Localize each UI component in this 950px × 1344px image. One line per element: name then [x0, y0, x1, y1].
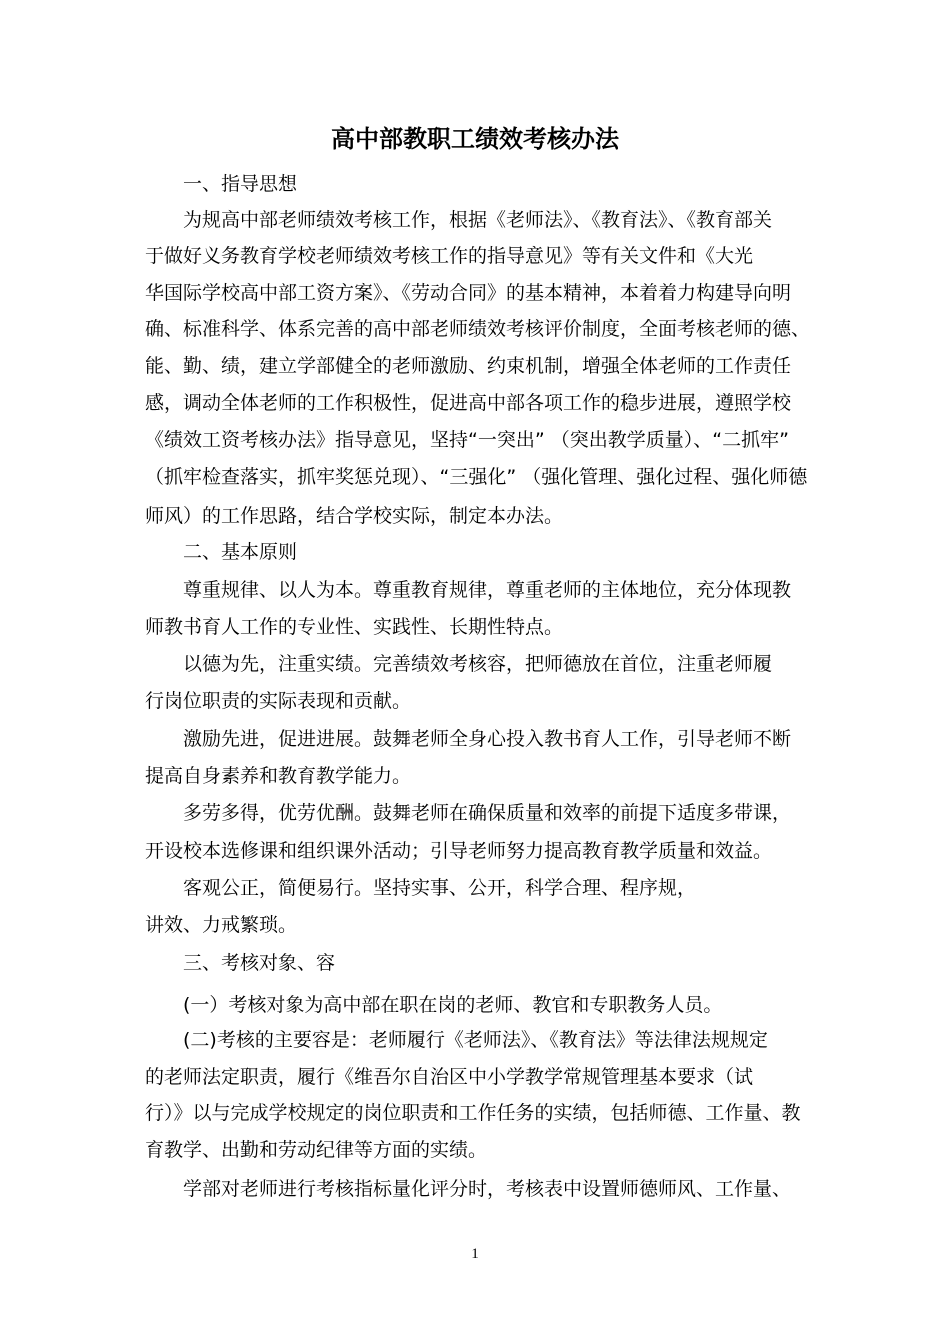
body-line: 学部对老师进行考核指标量化评分时，考核表中设置师德师风、工作量、 [183, 1178, 792, 1200]
page-number: 1 [471, 1246, 479, 1262]
body-line: 能、勤、绩，建立学部健全的老师激励、约束机制，增强全体老师的工作责任 [145, 355, 792, 377]
body-line: (二)考核的主要容是：老师履行《老师法》、《教育法》等法律法规规定 [183, 1029, 768, 1051]
body-line: 华国际学校高中部工资方案》、《劳动合同》的基本精神，本着着力构建导向明 [145, 282, 792, 304]
body-line: 《绩效工资考核办法》指导意见，坚持“一突出” （突出教学质量）、“二抓牢” [145, 429, 789, 451]
body-line: 提高自身素养和教育教学能力。 [145, 765, 412, 787]
body-line: 多劳多得，优劳优酬。鼓舞老师在确保质量和效率的前提下适度多带课， [183, 802, 792, 824]
document-title: 高中部教职工绩效考核办法 [331, 125, 619, 153]
body-line: 客观公正，简便易行。坚持实事、公开，科学合理、程序规， [183, 877, 697, 899]
body-line: 为规高中部老师绩效考核工作，根据《老师法》、《教育法》、《教育部关 [183, 209, 773, 231]
body-line: 师风）的工作思路，结合学校实际，制定本办法。 [145, 505, 564, 527]
body-line: 开设校本选修课和组织课外活动；引导老师努力提高教育教学质量和效益。 [145, 840, 773, 862]
body-line: （抓牢检查落实，抓牢奖惩兑现）、“三强化” （强化管理、强化过程、强化师德 [145, 466, 808, 488]
body-line: 确、标准科学、体系完善的高中部老师绩效考核评价制度，全面考核老师的德、 [145, 318, 811, 340]
heading-assessment-targets: 三、考核对象、容 [183, 952, 336, 974]
body-line: 行）》以与完成学校规定的岗位职责和工作任务的实绩，包括师德、工作量、教 [145, 1102, 801, 1124]
body-line: 于做好义务教育学校老师绩效考核工作的指导意见》等有关文件和《大光 [145, 245, 754, 267]
body-line: 讲效、力戒繁琐。 [145, 914, 298, 936]
body-line: 激励先进，促进进展。鼓舞老师全身心投入教书育人工作，引导老师不断 [183, 728, 792, 750]
body-line: 的老师法定职责，履行《维吾尔自治区中小学教学常规管理基本要求（试 [145, 1066, 754, 1088]
body-line: 以德为先，注重实绩。完善绩效考核容，把师德放在首位，注重老师履 [183, 653, 773, 675]
body-line: 师教书育人工作的专业性、实践性、长期性特点。 [145, 616, 564, 638]
heading-guiding-ideology: 一、指导思想 [183, 173, 298, 195]
heading-basic-principles: 二、基本原则 [183, 541, 298, 563]
body-line: (一）考核对象为高中部在职在岗的老师、教官和专职教务人员。 [183, 994, 723, 1016]
body-line: 育教学、出勤和劳动纪律等方面的实绩。 [145, 1139, 488, 1161]
body-line: 感，调动全体老师的工作积极性，促进高中部各项工作的稳步进展，遵照学校 [145, 392, 792, 414]
body-line: 尊重规律、以人为本。尊重教育规律，尊重老师的主体地位，充分体现教 [183, 579, 792, 601]
body-line: 行岗位职责的实际表现和贡献。 [145, 690, 412, 712]
